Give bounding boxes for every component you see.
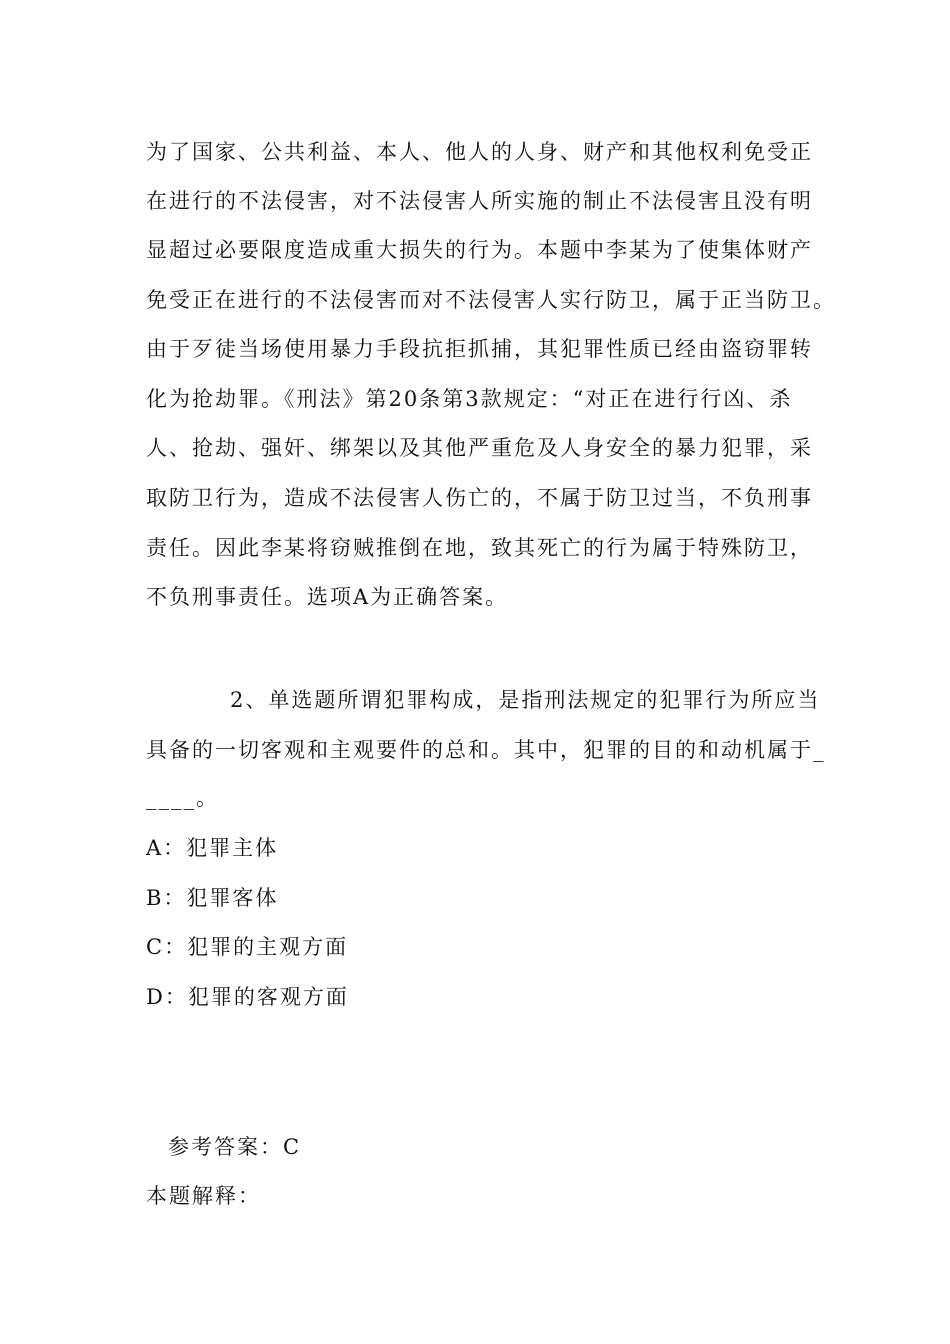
explanation-heading: 本题解释： (146, 1184, 261, 1208)
question-stem-line: ____。 (146, 786, 219, 810)
question-stem-line: 2、单选题所谓犯罪构成，是指刑法规定的犯罪行为所应当 (230, 688, 821, 712)
option-d: D：犯罪的客观方面 (146, 985, 349, 1009)
paragraph-line: 免受正在进行的不法侵害而对不法侵害人实行防卫，属于正当防卫。 (146, 288, 836, 312)
option-b: B：犯罪客体 (146, 886, 279, 910)
paragraph-line: 不负刑事责任。选项A为正确答案。 (146, 585, 509, 609)
reference-answer: 参考答案：C (168, 1135, 302, 1159)
option-c: C：犯罪的主观方面 (146, 935, 349, 959)
paragraph-line: 为了国家、公共利益、本人、他人的人身、财产和其他权利免受正 (146, 140, 813, 164)
paragraph-line: 由于歹徒当场使用暴力手段抗拒抓捕，其犯罪性质已经由盗窃罪转 (146, 337, 813, 361)
paragraph-line: 人、抢劫、强奸、绑架以及其他严重危及人身安全的暴力犯罪，采 (146, 436, 813, 460)
paragraph-line: 化为抢劫罪。《刑法》第20条第3款规定：“对正在进行行凶、杀 (146, 387, 793, 411)
paragraph-line: 显超过必要限度造成重大损失的行为。本题中李某为了使集体财产 (146, 238, 813, 262)
paragraph-line: 责任。因此李某将窃贼推倒在地，致其死亡的行为属于特殊防卫， (146, 536, 813, 560)
question-stem-line: 具备的一切客观和主观要件的总和。其中，犯罪的目的和动机属于_ (146, 738, 826, 762)
option-a: A：犯罪主体 (146, 836, 279, 860)
paragraph-line: 取防卫行为，造成不法侵害人伤亡的，不属于防卫过当，不负刑事 (146, 486, 813, 510)
paragraph-line: 在进行的不法侵害，对不法侵害人所实施的制止不法侵害且没有明 (146, 189, 813, 213)
